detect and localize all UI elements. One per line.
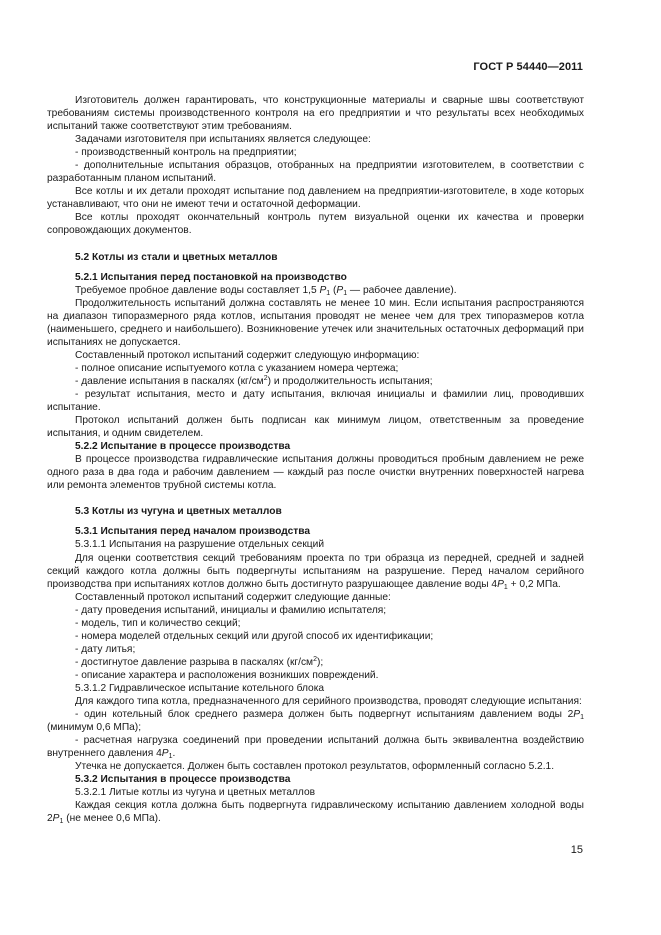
list-item: - дату проведения испытаний, инициалы и фамилию испытателя; <box>75 604 387 616</box>
section-heading: 5.3 Котлы из чугуна и цветных металлов <box>75 506 282 518</box>
paragraph: Все котлы проходят окончательный контроль путем визуальной оценки их качества и проверки сопровождающих документов. <box>47 212 584 237</box>
list-item: - давление испытания в паскалях $(кг/см^2)$ и продолжительность испытания; <box>75 374 433 387</box>
document-body <box>47 94 584 825</box>
list-item: - номера моделей отдельных секций или другой способ их идентификации; <box>75 630 434 642</box>
paragraph: Изготовитель должен гарантировать, что конструкционные материалы и сварные швы соответствуют требованиям системы производственного контроля на его предприятии и что результаты всех необходимых испытаний также соответствуют этим требованиям. <box>47 95 584 133</box>
list-item: - дату литья; <box>75 643 136 655</box>
list-item: - один котельный блок среднего размера должен быть подвергнут испытаниям давлением воды $2P_1$ (минимум 0,6 МПа); <box>47 709 584 734</box>
paragraph: Утечка не допускается. Должен быть составлен протокол результатов, оформленный согласно 5.2.1. <box>75 761 555 773</box>
list-item: - модель, тип и количество секций; <box>75 617 241 629</box>
page-number: 15 <box>570 844 583 856</box>
list-item: - описание характера и расположения возникших повреждений. <box>75 669 379 681</box>
paragraph: В процессе производства гидравлические испытания должны проводиться пробным давлением не реже одного раза в два года и рабочим давлением — каждый раз после очистки внутренних поверхностей нагрева или ремонта элементов трубной системы котла. <box>47 454 584 492</box>
paragraph: Составленный протокол испытаний содержит следующие данные: <box>75 591 391 603</box>
paragraph: Протокол испытаний должен быть подписан как минимум лицом, ответственным за проведение испытания, и одним свидетелем. <box>47 415 584 440</box>
paragraph: Составленный протокол испытаний содержит следующую информацию: <box>75 349 420 361</box>
subsubsection-heading: 5.3.1.1 Испытания на разрушение отдельных секций <box>75 539 325 551</box>
list-item: - производственный контроль на предприятии; <box>75 147 297 159</box>
paragraph: Каждая секция котла должна быть подвергнута гидравлическому испытанию давлением холодной воды $2P_1$ (не менее 0,6 МПа). <box>47 800 584 826</box>
list-item: - полное описание испытуемого котла с указанием номера чертежа; <box>75 362 399 374</box>
subsection-heading: 5.2.1 Испытания перед постановкой на производство <box>75 271 347 283</box>
subsubsection-heading: 5.3.1.2 Гидравлическое испытание котельного блока <box>75 682 325 694</box>
list-item: - дополнительные испытания образцов, отобранных на предприятии изготовителем, в соответствии с разработанным планом испытаний. <box>47 160 584 185</box>
subsubsection-heading: 5.3.2.1 Литые котлы из чугуна и цветных металлов <box>75 787 316 799</box>
subsection-heading: 5.3.1 Испытания перед началом производства <box>75 526 311 538</box>
document-header: ГОСТ Р 54440—2011 <box>473 61 583 73</box>
list-item: - достигнутое давление разрыва в паскалях $(кг/см^2)$; <box>75 655 324 668</box>
paragraph: Требуемое пробное давление воды составляет 1,5 $P_1$ ($P_1$ — рабочее давление). <box>75 284 457 297</box>
paragraph: Все котлы и их детали проходят испытание под давлением на предприятии-изготовителе, в ходе которых устанавливают, что они не имеют течи и остаточной деформации. <box>47 186 584 211</box>
list-item: - результат испытания, место и дату испытания, включая инициалы и фамилии лиц, проводивших испытание. <box>47 388 584 414</box>
subsection-heading: 5.3.2 Испытания в процессе производства <box>75 774 291 786</box>
paragraph: Для оценки соответствия секций требованиям проекта по три образца из передней, средней и задней секций каждого котла должны быть подвергнуты испытаниям на разрушение. Перед началом серийного производства при испытаниях котлов должно быть достигнуто разрушающее давление воды $4P_1 + 0,2$ МПа. <box>47 552 584 591</box>
section-heading: 5.2 Котлы из стали и цветных металлов <box>75 251 278 263</box>
paragraph: Для каждого типа котла, предназначенного для серийного производства, проводят следующие испытания: <box>75 696 582 708</box>
paragraph: Задачами изготовителя при испытаниях является следующее: <box>75 134 371 146</box>
subsection-heading: 5.2.2 Испытание в процессе производства <box>75 441 291 453</box>
paragraph: Продолжительность испытаний должна составлять не менее 10 мин. Если испытания распространяются на диапазон типоразмерного ряда котлов, испытания проводят не менее чем для трех типоразмеров котла (наименьшего, среднего и наибольшего). Возникновение утечек или значительных остаточных деформаций при испытаниях не допускается. <box>47 297 584 348</box>
list-item: - расчетная нагрузка соединений при проведении испытаний должна быть эквивалентна воздействию внутреннего давления $4P_1$. <box>47 735 584 761</box>
